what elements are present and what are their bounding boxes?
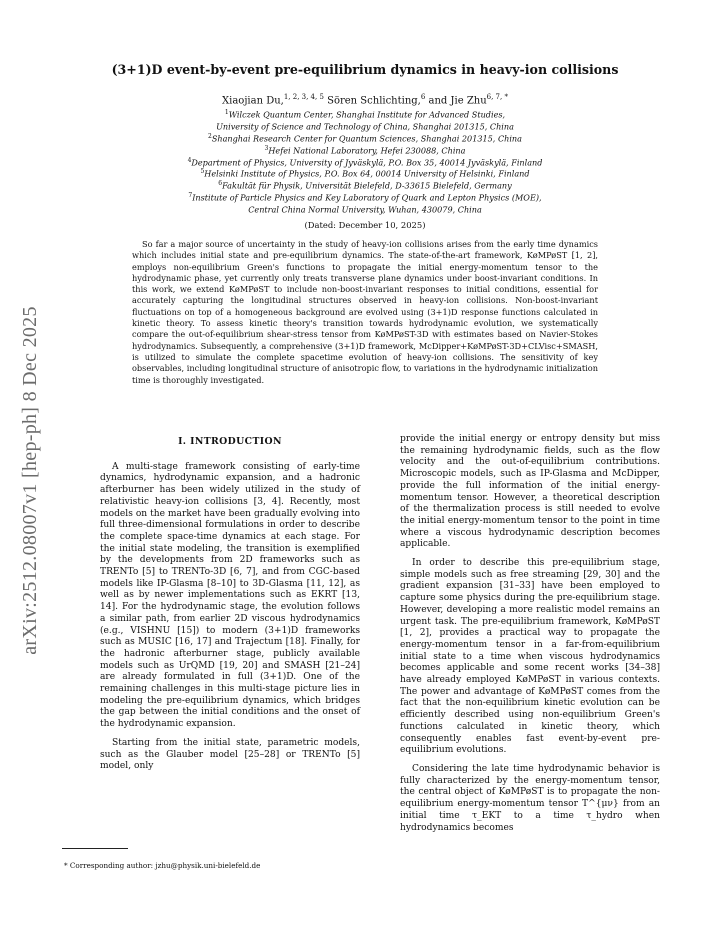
footnote: * Corresponding author: jzhu@physik.uni-bielefeld.de	[64, 861, 261, 870]
author-affil-sup: 6	[420, 93, 426, 101]
section-heading: I. INTRODUCTION	[178, 436, 282, 447]
body-paragraph: In order to describe this pre-equilibrium stage, simple models such as free streaming [29, 30] and the gradient expansion [31–33] have been employed to capture some physics during the pre-equilibrium stage. However, developing a more realistic model remains an urgent task. The pre-equilibrium framework, KøMPøST [1, 2], provides a practical way to propagate the energy-momentum tensor in a far-from-equilibrium initial state to a time when viscous hydrodynamics becomes applicable and some recent works [34–38] have already employed KøMPøST in various contexts. The power and advantage of KøMPøST comes from the fact that the non-equilibrium kinetic evolution can be efficiently described using non-equilibrium Green's functions calculated in kinetic theory, which consequently enables fast event-by-event pre-equilibrium evolutions.	[400, 558, 660, 756]
body-paragraph: Starting from the initial state, parametric models, such as the Glauber model [25–28] or TRENTo [5] model, only	[100, 737, 360, 772]
body-paragraph: provide the initial energy or entropy density but miss the remaining hydrodynamic fields, such as the flow velocity and the out-of-equilibrium contributions. Microscopic models, such as IP-Glasma and McDipper, provide the full information of the initial energy-momentum tensor. However, a theoretical description of the thermalization process is still needed to evolve the initial energy-momentum tensor to the point in time where a viscous hydrodynamic description becomes applicable.	[400, 434, 660, 550]
affiliation-line: $^7$Institute of Particle Physics and Key Laboratory of Quark and Lepton Physics (MOE),	[188, 192, 542, 203]
affiliation-line: $^2$Shanghai Research Center for Quantum Sciences, Shanghai 201315, China	[208, 132, 522, 144]
arxiv-watermark	[2, 260, 58, 700]
left-column	[100, 436, 360, 780]
author-name: and Jie Zhu	[428, 95, 487, 107]
footnote-rule	[62, 848, 128, 849]
paper-title: (3+1)D event-by-event pre-equilibrium dynamics in heavy-ion collisions	[111, 62, 619, 77]
affiliation-line: Central China Normal University, Wuhan, 430079, China	[248, 204, 482, 215]
body-paragraph: Considering the late time hydrodynamic behavior is fully characterized by the energy-momentum tensor, the central object of KøMPøST is to propagate the non-equilibrium energy-momentum tensor T^{μν} from an initial time τ_EKT to a time τ_hydro when hydrodynamics becomes	[400, 763, 660, 833]
arxiv-id: arXiv:2512.08007v1 [hep-ph] 8 Dec 2025	[18, 305, 41, 655]
right-column	[400, 434, 660, 841]
author-name: Xiaojian Du,	[222, 95, 284, 107]
author-affil-sup: 6, 7, *	[486, 93, 508, 101]
affiliation-list	[70, 108, 660, 215]
affiliation-line: University of Science and Technology of China, Shanghai 201315, China	[216, 121, 514, 132]
abstract: So far a major source of uncertainty in the study of heavy-ion collisions arises from the early time dynamics which includes initial state and pre-equilibrium dynamics. The state-of-the-art framework, KøMPøST [1, 2], employs non-equilibrium Green's functions to propagate the initial energy-momentum tensor to the hydrodynamic phase, yet currently only treats transverse plane dynamics under boost-invariant conditions. In this work, we extend KøMPøST to include non-boost-invariant responses to initial conditions, essential for accurately capturing the longitudinal structures observed in heavy-ion collisions. Non-boost-invariant fluctuations on top of a homogeneous background are evolved using (3+1)D response functions calculated in kinetic theory. To assess kinetic theory's transition towards hydrodynamic evolution, we systematically compare the out-of-equilibrium shear-stress tensor from KøMPøST-3D with estimates based on Navier-Stokes hydrodynamics. Subsequently, a comprehensive (3+1)D framework, McDipper+KøMPøST-3D+CLVisc+SMASH, is utilized to simulate the complete spacetime evolution of heavy-ion collisions. The sensitivity of key observables, including longitudinal structure of anisotropic flow, to variations in the hydrodynamic initialization time is thoroughly investigated.	[132, 239, 598, 385]
affiliation-line: $^5$Helsinki Institute of Physics, P.O. Box 64, 00014 University of Helsinki, Finland	[200, 168, 530, 180]
affiliation-line: $^1$Wilczek Quantum Center, Shanghai Institute for Advanced Studies,	[224, 109, 506, 120]
author-list	[70, 93, 660, 106]
author-name: Sören Schlichting,	[327, 95, 421, 107]
affiliation-line: $^6$Fakultät für Physik, Universität Bielefeld, D-33615 Bielefeld, Germany	[218, 180, 512, 192]
affiliation-line: $^3$Hefei National Laboratory, Hefei 230088, China	[264, 144, 466, 156]
author-affil-sup: 1, 2, 3, 4, 5	[283, 93, 324, 101]
date-line: (Dated: December 10, 2025)	[304, 220, 426, 230]
body-paragraph: A multi-stage framework consisting of early-time dynamics, hydrodynamic expansion, and a hadronic afterburner has been widely utilized in the study of relativistic heavy-ion collisions [3, 4]. Recently, most models on the market have been gradually evolving into full three-dimensional formulations in order to describe the complete space-time dynamics at each stage. For the initial state modeling, the transition is exemplified by the developments from 2D frameworks such as TRENTo [5] to TRENTo-3D [6, 7], and from CGC-based models like IP-Glasma [8–10] to 3D-Glasma [11, 12], as well as by newer implementations such as EKRT [13, 14]. For the hydrodynamic stage, the evolution follows a similar path, from earlier 2D viscous hydrodynamics (e.g., VISHNU [15]) to modern (3+1)D frameworks such as MUSIC [16, 17] and Trajectum [18]. Finally, for the hadronic afterburner stage, publicly available models such as UrQMD [19, 20] and SMASH [21–24] are already formulated in full (3+1)D. One of the remaining challenges in this multi-stage picture lies in modeling the pre-equilibrium dynamics, which bridges the gap between the initial conditions and the onset of the hydrodynamic expansion.	[100, 461, 360, 730]
affiliation-line: $^4$Department of Physics, University of Jyväskylä, P.O. Box 35, 40014 Jyväskylä, Finland	[187, 156, 543, 168]
